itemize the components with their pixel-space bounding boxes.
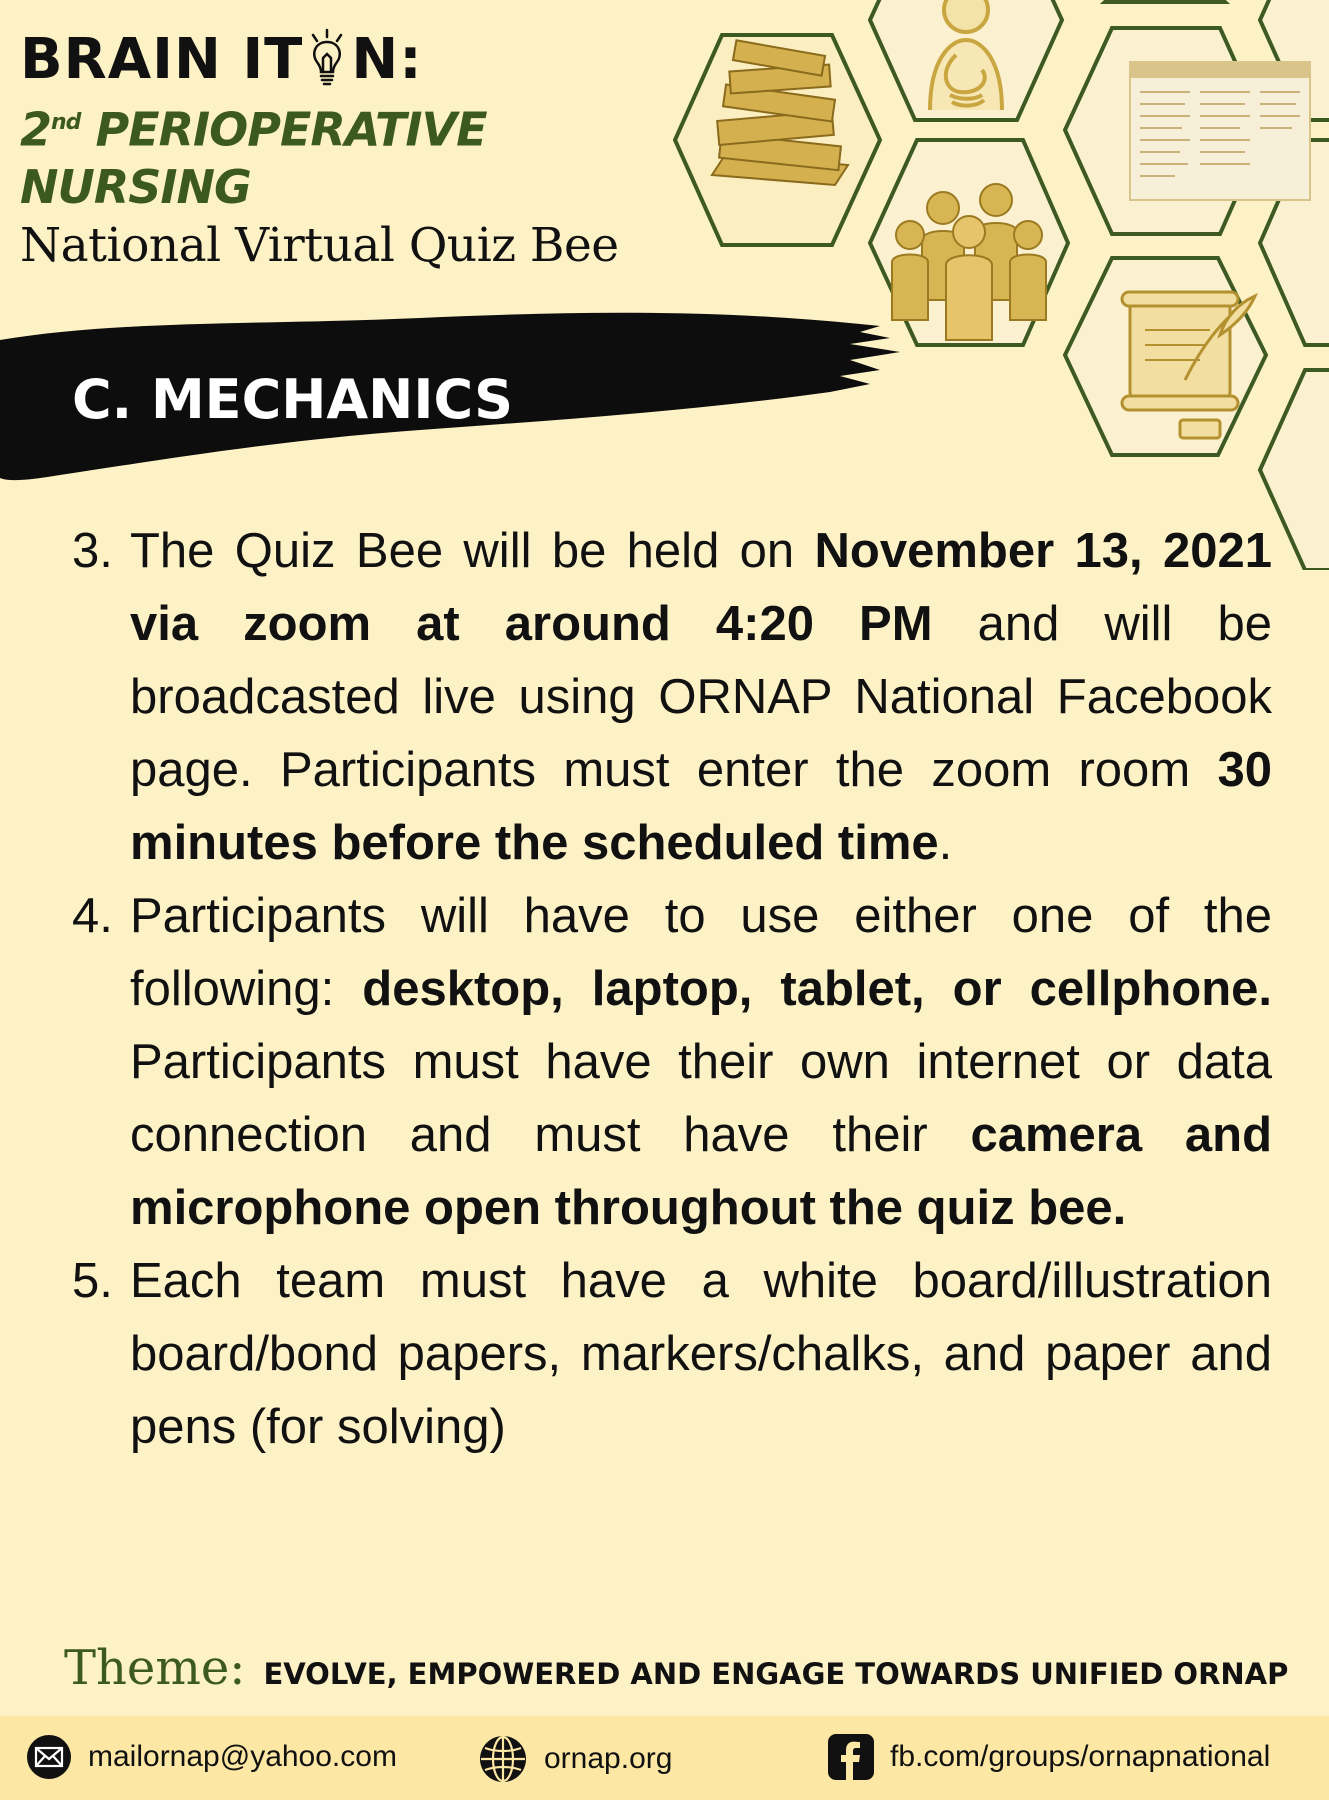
title-brain-it: BRAIN IT [20, 27, 304, 92]
theme-label: Theme: [64, 1640, 246, 1696]
footer-bar [0, 1716, 1329, 1800]
facebook-text: fb.com/groups/ornapnational [890, 1740, 1271, 1773]
title-ordinal-suffix: nd [51, 110, 81, 135]
item-number: 5. [72, 1254, 113, 1308]
item-number: 3. [72, 524, 113, 578]
facebook-icon [828, 1734, 874, 1780]
mail-icon [26, 1734, 72, 1780]
email-text: mailornap@yahoo.com [88, 1740, 397, 1773]
website-text: ornap.org [544, 1742, 673, 1775]
title-line-1 [20, 28, 680, 92]
item-text: Each team must have a white board/illustration board/bond papers, markers/chalks, and paper and pens (for solving) [130, 1254, 1272, 1454]
email-contact[interactable] [26, 1734, 397, 1780]
title-block [20, 28, 680, 276]
list-item [72, 880, 1272, 1245]
facebook-contact[interactable] [828, 1734, 1270, 1780]
item-text: Participants will have to use either one of the following: desktop, laptop, tablet, or cellphone. Participants must have their own internet or data connection and must have their camera and microphone open throughout the quiz bee. [130, 889, 1272, 1235]
title-line-3: National Virtual Quiz Bee [20, 218, 619, 274]
list-item [72, 1245, 1272, 1464]
lightbulb-icon [305, 28, 349, 92]
title-n: N: [351, 27, 423, 92]
title-ordinal: 2 [20, 102, 52, 157]
theme-line [64, 1640, 1288, 1696]
mechanics-list [72, 515, 1272, 1464]
globe-icon [478, 1734, 528, 1784]
item-text: The Quiz Bee will be held on November 13, 2021 via zoom at around 4:20 PM and will be broadcasted live using ORNAP National Facebook page. Participants must enter the zoom room 30 minutes before the scheduled time. [130, 524, 1272, 870]
item-number: 4. [72, 889, 113, 943]
checklist-document-icon [1130, 62, 1310, 200]
title-line-2 [20, 94, 680, 216]
list-item [72, 515, 1272, 880]
section-title: C. MECHANICS [72, 368, 513, 431]
theme-text: EVOLVE, EMPOWERED AND ENGAGE TOWARDS UNIFIED ORNAP [263, 1657, 1289, 1691]
website-contact[interactable] [478, 1734, 672, 1784]
title-perioperative: PERIOPERATIVE NURSING [20, 102, 487, 215]
